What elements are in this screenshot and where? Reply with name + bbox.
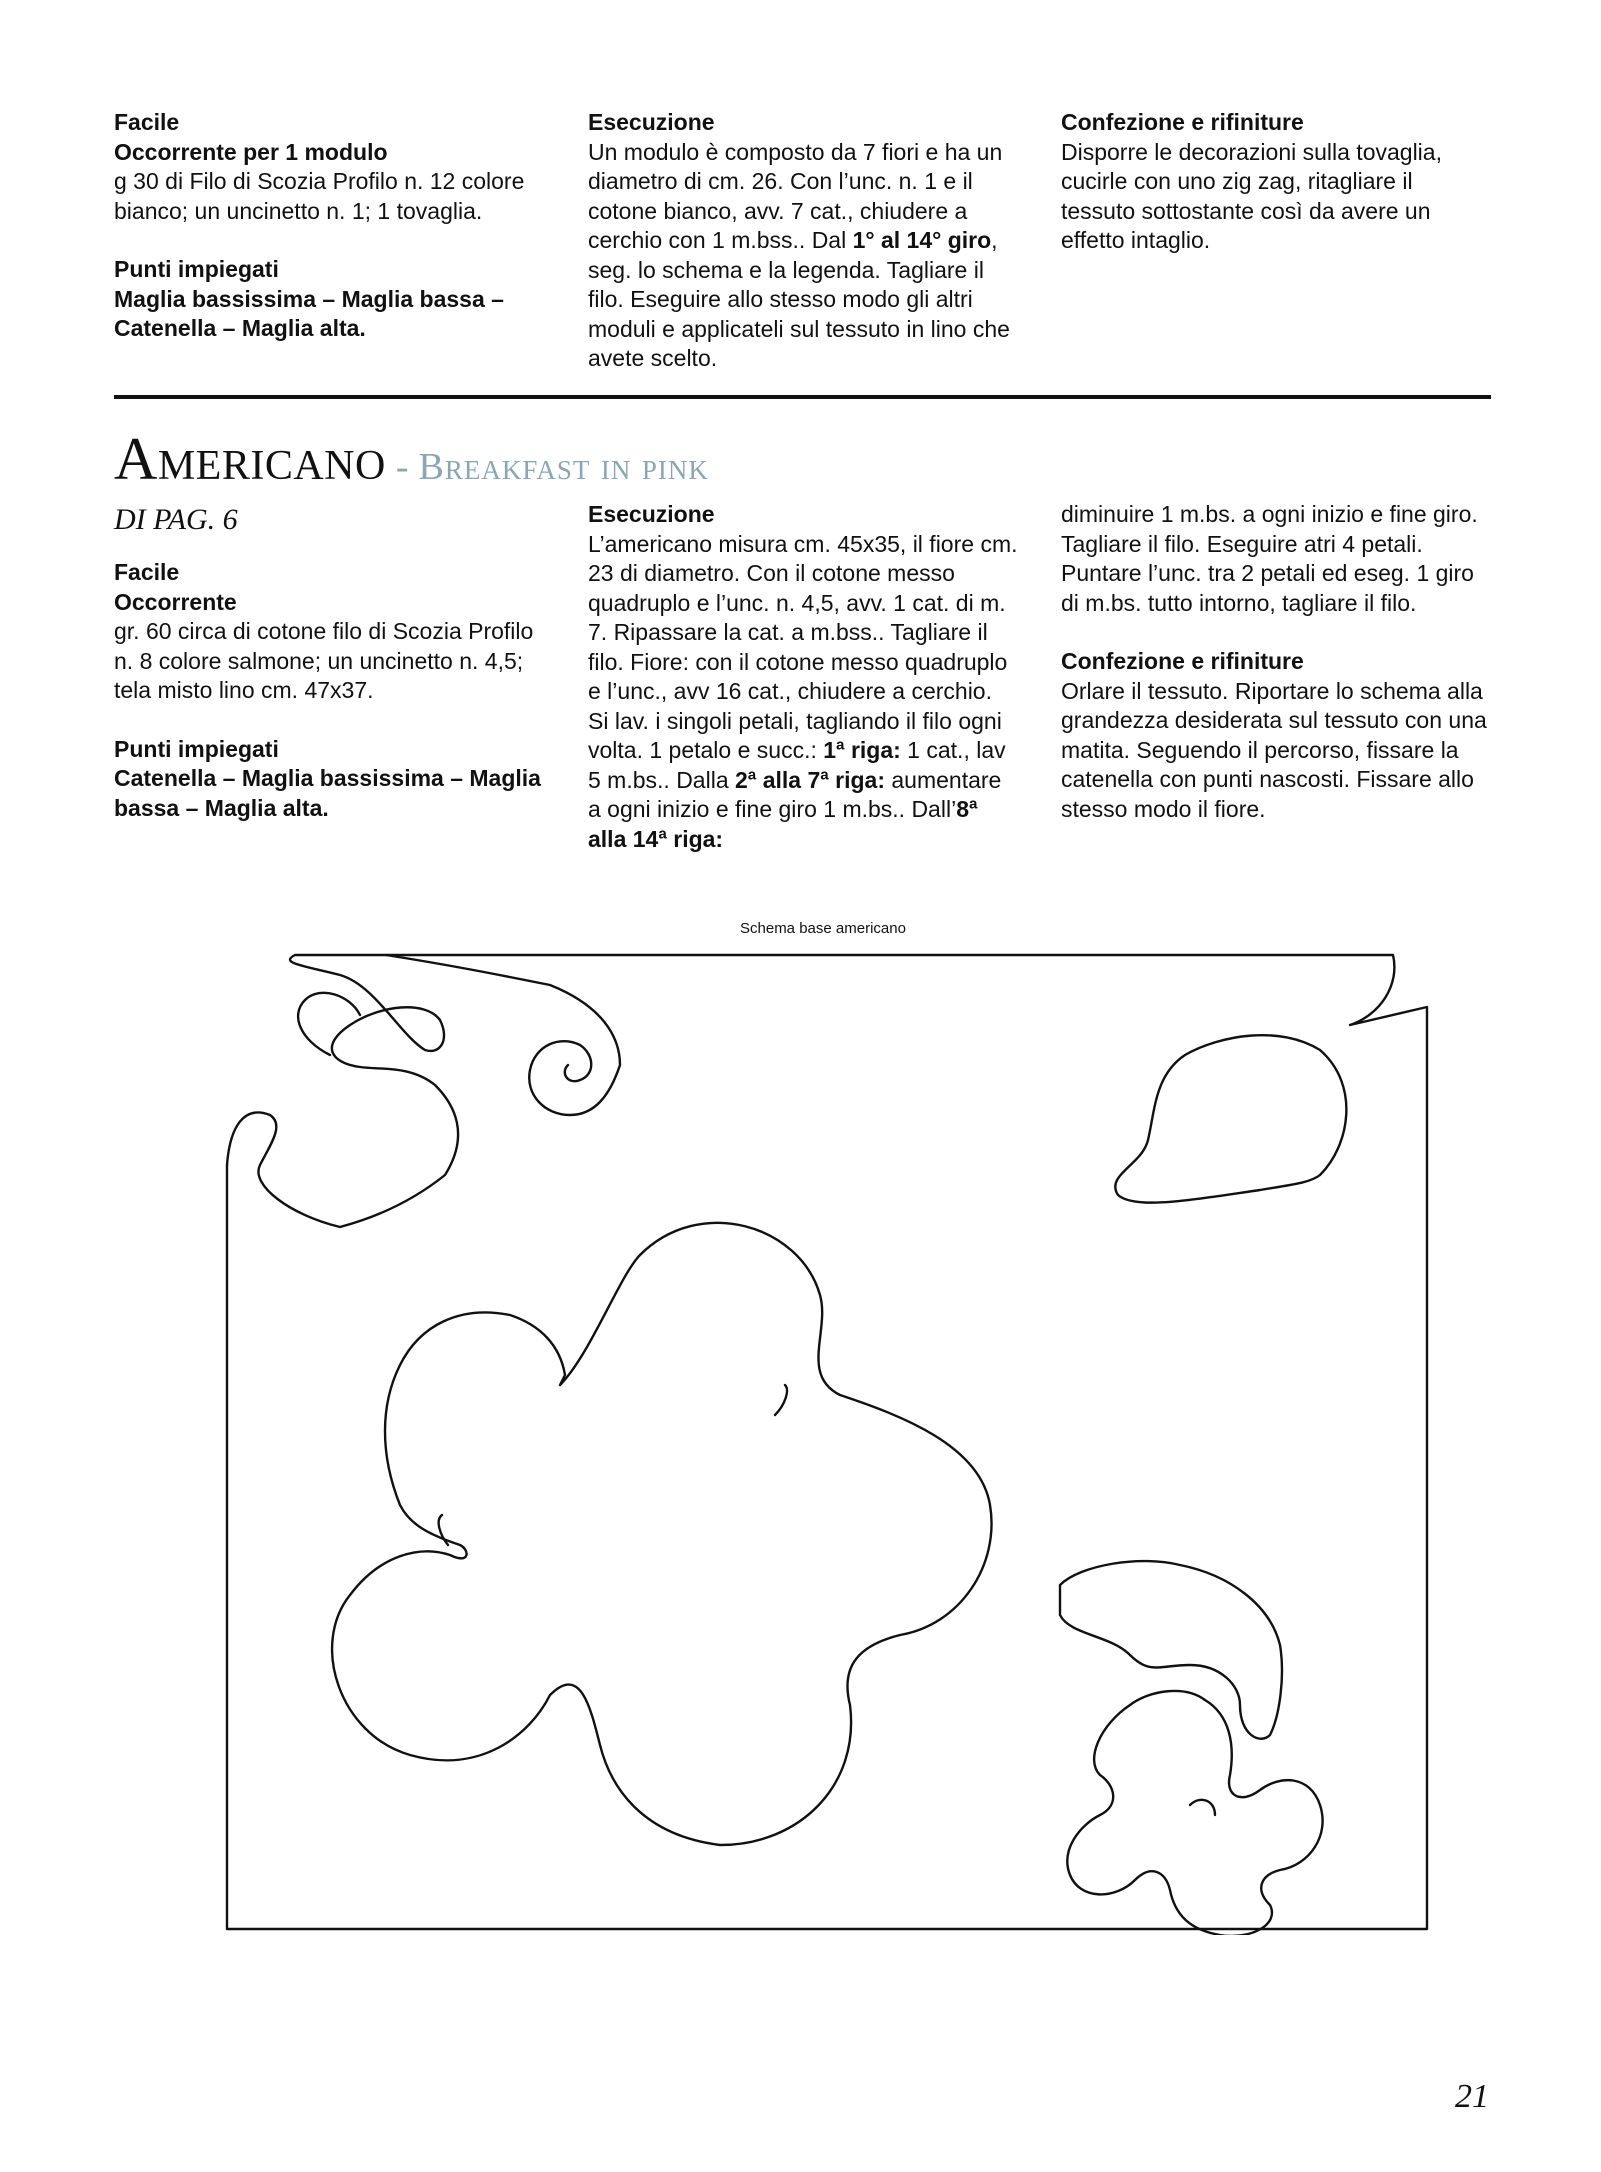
small-flower (1067, 1691, 1322, 1935)
execution-column-bottom (588, 500, 1018, 854)
placemat-outline (227, 955, 1427, 1929)
execution-continued-text: diminuire 1 m.bs. a ogni inizio e fine giro. Tagliare il filo. Eseguire atri 4 petali. Puntare l’unc. tra 2 petali ed eseg. 1 giro di m.bs. tutto intorno, tagliare il filo. (1061, 501, 1478, 616)
execution-heading: Esecuzione (588, 501, 715, 527)
stitches-text: Catenella – Maglia bassissima – Maglia bassa – Maglia alta. (114, 765, 541, 821)
section-title (114, 425, 709, 494)
materials-heading: Occorrente (114, 588, 237, 615)
placemat-pattern-diagram (200, 945, 1460, 1935)
finishing-heading: Confezione e rifiniture (1061, 648, 1304, 674)
difficulty-label: Facile (114, 109, 180, 135)
materials-column-top (114, 108, 544, 344)
execution-text: L’americano misura cm. 45x35, il fiore cm. 23 di diametro. Con il cotone messo quadruplo e l’unc. n. 4,5, avv. 1 cat. di m. 7. Ripassare la cat. a m.bss.. Tagliare il filo. Fiore: con il cotone messo quadruplo e l’unc., avv 16 cat., chiudere a cerchio. Si lav. i singoli petali, tagliando il filo ogni volta. 1 petalo e succ.: 1ª riga: 1 cat., lav 5 m.bs.. Dalla 2ª alla 7ª riga: aumentare a ogni inizio e fine giro 1 m.bs.. Dall’8ª alla 14ª riga: (588, 530, 1018, 852)
stitches-heading: Punti impiegati (114, 735, 279, 762)
finishing-text: Disporre le decorazioni sulla tovaglia, cucirle con uno zig zag, ritagliare il tessuto sottostante così da avere un effetto intaglio. (1061, 138, 1442, 253)
leaf-bottom-right (1060, 1561, 1282, 1739)
stitches-heading: Punti impiegati (114, 256, 279, 282)
finishing-text: Orlare il tessuto. Riportare lo schema alla grandezza desiderata sul tessuto con una matita. Seguendo il percorso, fissare la catenella con punti nascosti. Fissare allo stesso modo il fiore. (1061, 677, 1487, 822)
large-flower-petal-notch (775, 1385, 787, 1415)
page-reference: DI PAG. 6 (114, 503, 238, 536)
materials-text: g 30 di Filo di Scozia Profilo n. 12 colore bianco; un uncinetto n. 1; 1 tovaglia. (114, 168, 525, 224)
execution-text: Un modulo è composto da 7 fiori e ha un diametro di cm. 26. Con l’unc. n. 1 e il cotone bianco, avv. 7 cat., chiudere a cerchio con 1 m.bss.. Dal 1° al 14° giro, seg. lo schema e la legenda. Tagliare il filo. Eseguire allo stesso modo gli altri moduli e applicateli sul tessuto in lino che avete scelto. (588, 138, 1010, 371)
title-separator: - (395, 446, 409, 488)
large-flower (332, 1223, 991, 1845)
swirl-motif (227, 955, 620, 1227)
diagram-caption: Schema base americano (740, 920, 906, 937)
title-main: Americano (114, 426, 386, 492)
section-divider (114, 395, 1491, 399)
stitches-text: Maglia bassissima – Maglia bassa – Catenella – Maglia alta. (114, 285, 504, 341)
finishing-column-bottom (1061, 500, 1491, 824)
page-number: 21 (1455, 2078, 1489, 2115)
difficulty-label: Facile (114, 559, 180, 585)
materials-column-bottom (114, 558, 544, 823)
execution-heading: Esecuzione (588, 109, 715, 135)
small-flower-center-curl (1190, 1800, 1215, 1815)
finishing-column-top (1061, 108, 1491, 256)
materials-heading: Occorrente per 1 modulo (114, 138, 388, 165)
finishing-heading: Confezione e rifiniture (1061, 109, 1304, 135)
materials-text: gr. 60 circa di cotone filo di Scozia Profilo n. 8 colore salmone; un uncinetto n. 4,5; tela misto lino cm. 47x37. (114, 618, 534, 703)
title-subtitle: Breakfast in pink (418, 446, 709, 488)
leaf-top-right (1115, 1035, 1346, 1202)
execution-column-top (588, 108, 1018, 374)
